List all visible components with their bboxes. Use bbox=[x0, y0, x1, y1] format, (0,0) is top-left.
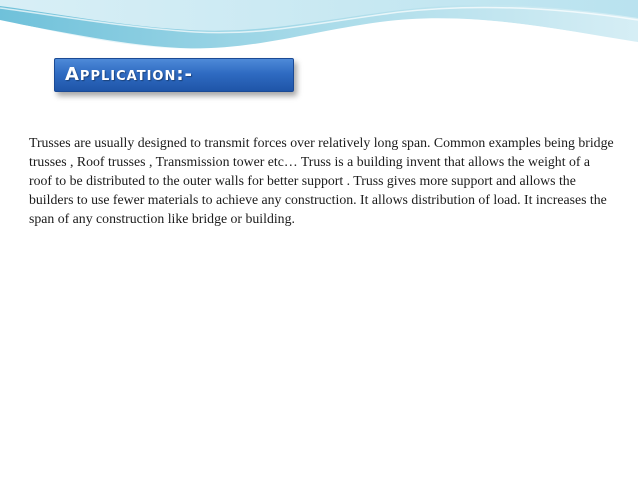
slide-title: Application:- bbox=[65, 64, 194, 85]
title-banner bbox=[54, 58, 294, 92]
body-paragraph: Trusses are usually designed to transmit forces over relatively long span. Common examples being bridge trusses , Roof trusses , Transmission tower etc… Truss is a building invent that allows the weight of a roof to be distributed to the outer walls for better support . Truss gives more support and allows the builders to use fewer materials to achieve any construction. It allows distribution of load. It increases the span of any construction like bridge or building. bbox=[29, 135, 614, 226]
